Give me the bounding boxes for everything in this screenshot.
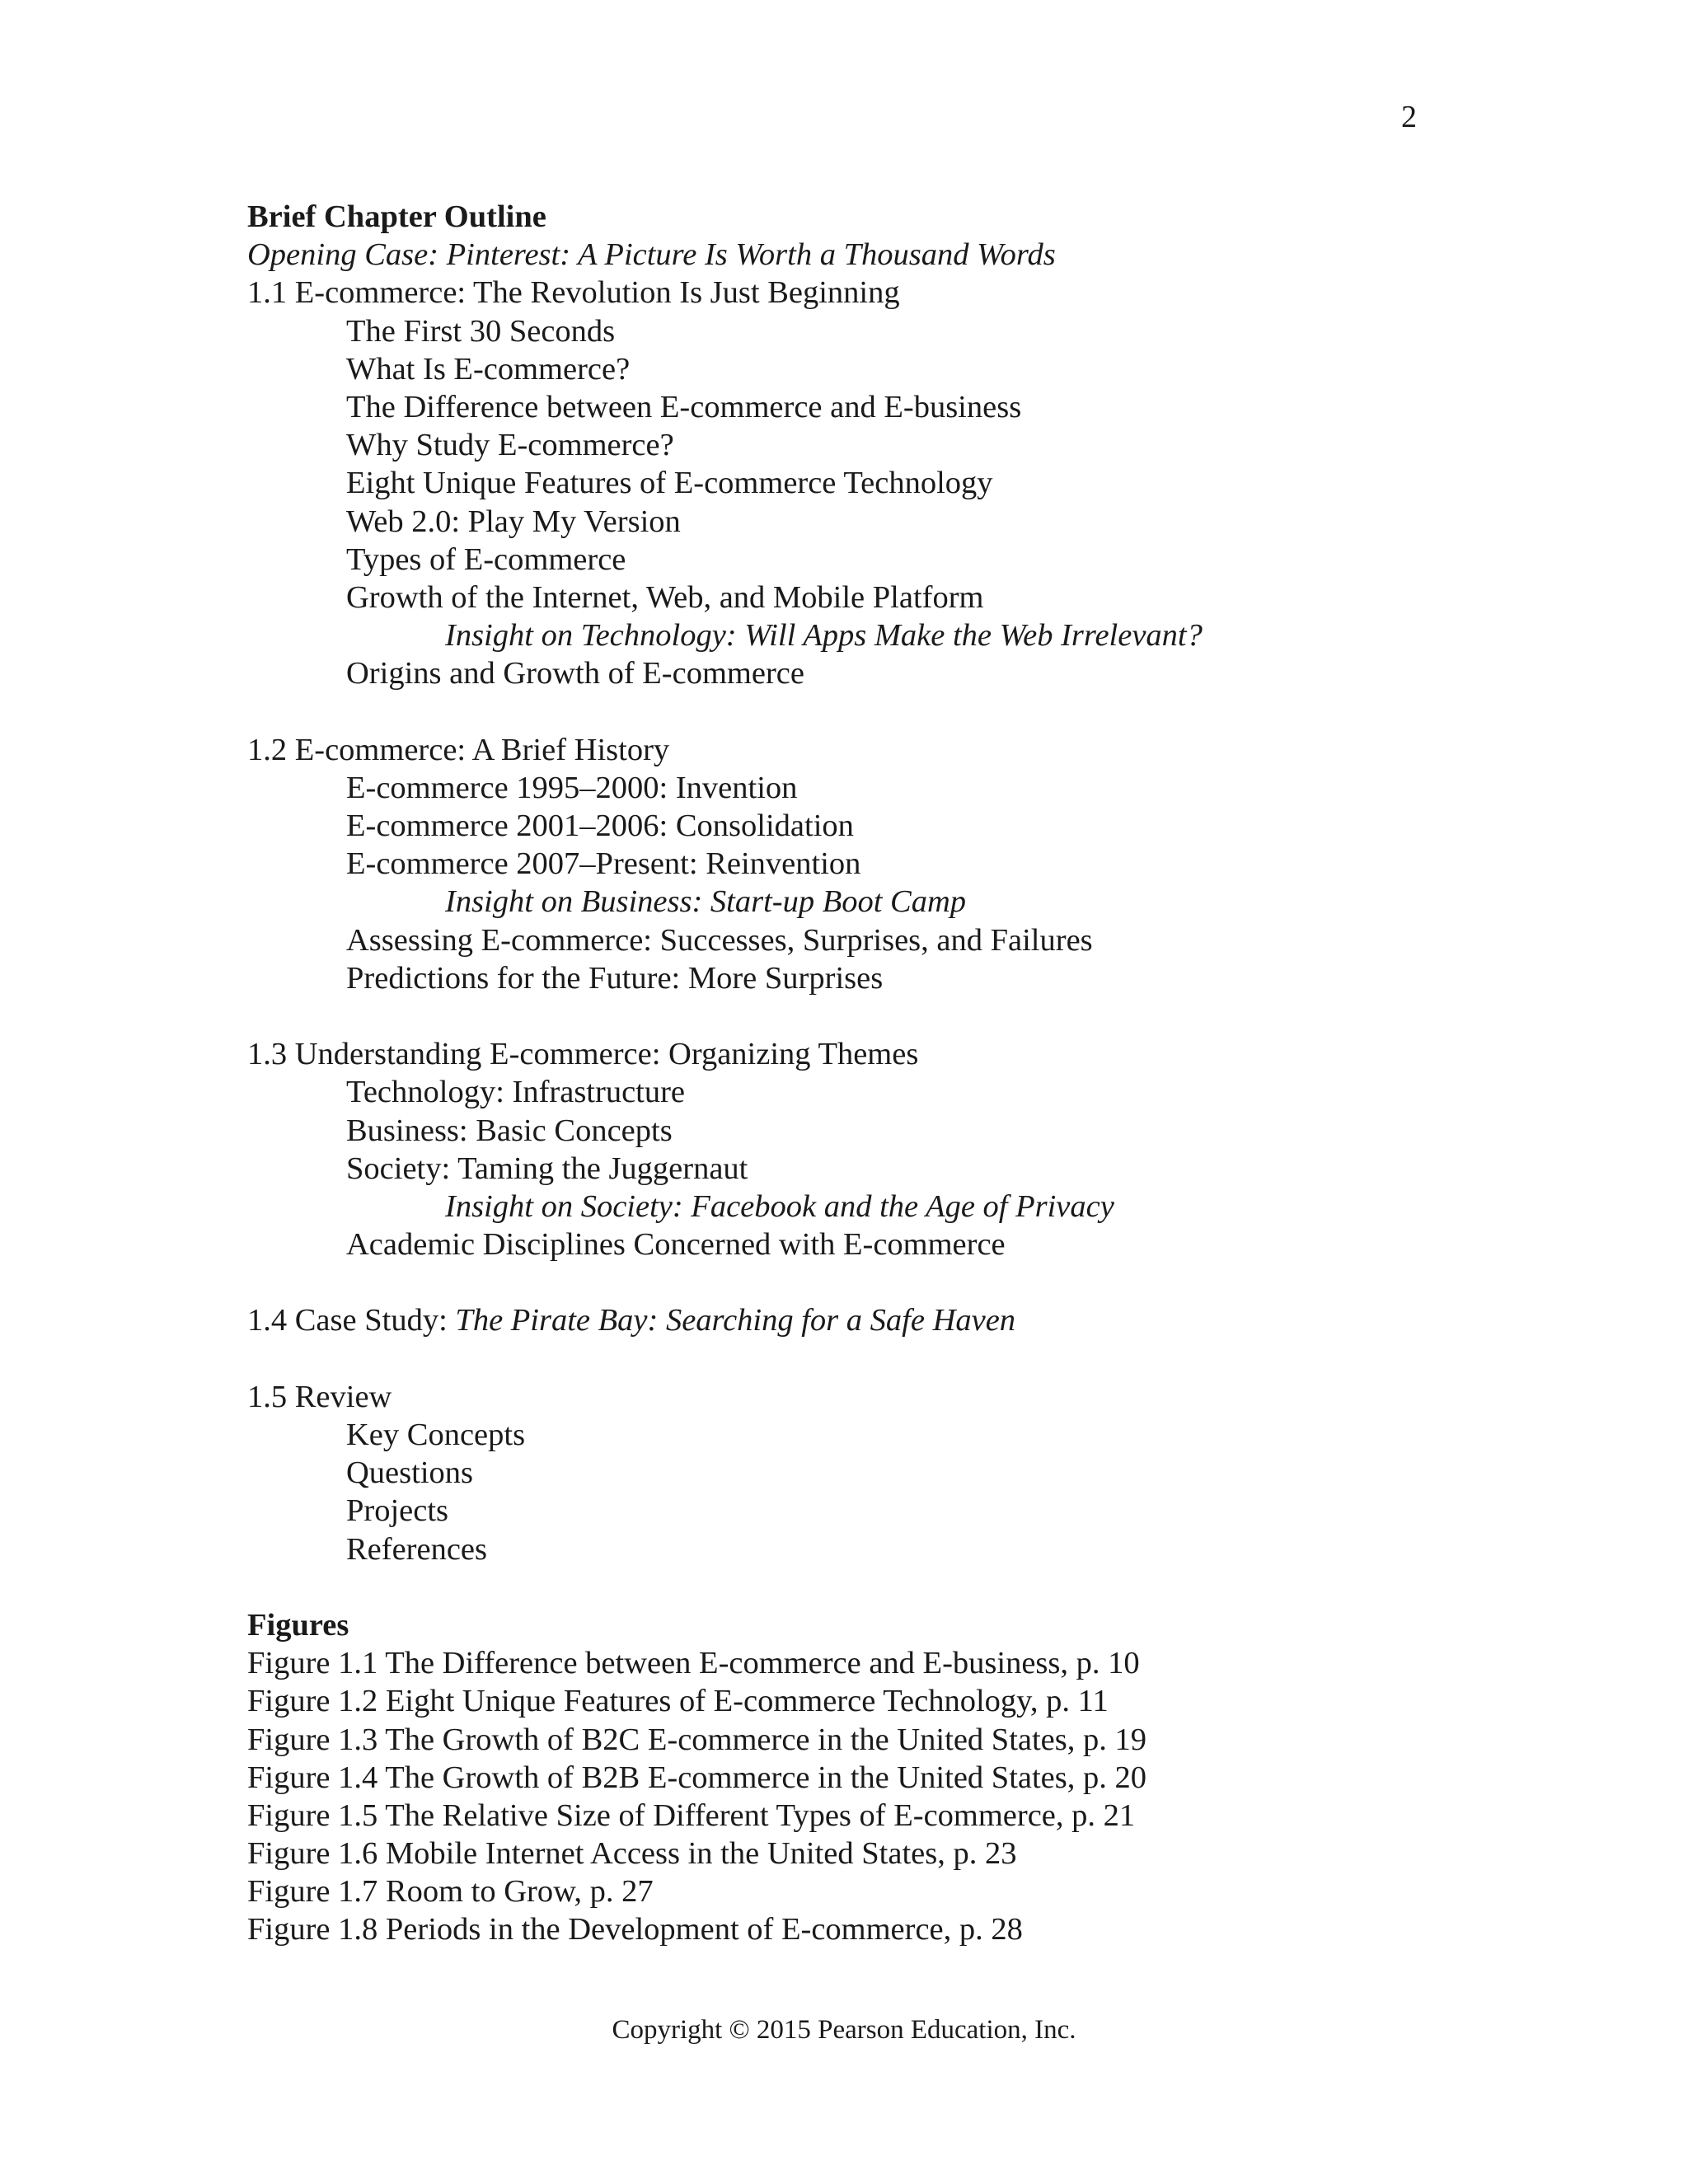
opening-case: Opening Case: Pinterest: A Picture Is Worth a Thousand Words [247, 237, 1056, 273]
outline-item: The Difference between E-commerce and E-business [346, 389, 1022, 424]
outline-item: What Is E-commerce? [346, 351, 631, 387]
spacer [247, 1263, 1484, 1301]
section-title-case-study [247, 1301, 1484, 1339]
case-study-title: The Pirate Bay: Searching for a Safe Haven [455, 1303, 1016, 1338]
figure-item: Figure 1.4 The Growth of B2B E-commerce in the United States, p. 20 [247, 1760, 1146, 1795]
section-title: 1.1 E-commerce: The Revolution Is Just Beginning [247, 275, 900, 311]
outline-item: Why Study E-commerce? [346, 428, 674, 463]
section-title: 1.3 Understanding E-commerce: Organizing Themes [247, 1037, 919, 1072]
figure-item: Figure 1.3 The Growth of B2C E-commerce in the United States, p. 19 [247, 1722, 1146, 1757]
outline-item: Technology: Infrastructure [346, 1075, 686, 1110]
outline-item: E-commerce 2001–2006: Consolidation [346, 808, 854, 843]
outline-item: Society: Taming the Juggernaut [346, 1151, 748, 1186]
outline-item: E-commerce 1995–2000: Invention [346, 770, 798, 805]
outline-item: Projects [346, 1493, 449, 1529]
spacer [247, 1568, 1484, 1606]
figure-item: Figure 1.6 Mobile Internet Access in the United States, p. 23 [247, 1836, 1017, 1872]
figure-item: Figure 1.7 Room to Grow, p. 27 [247, 1874, 654, 1910]
copyright-footer: Copyright © 2015 Pearson Education, Inc. [612, 2015, 1076, 2045]
figure-item: Figure 1.8 Periods in the Development of E-commerce, p. 28 [247, 1912, 1023, 1947]
outline-item: Growth of the Internet, Web, and Mobile Platform [346, 579, 984, 615]
spacer [247, 1340, 1484, 1378]
outline-item: References [346, 1531, 487, 1567]
chapter-outline [247, 198, 1484, 1949]
outline-item: Types of E-commerce [346, 541, 626, 577]
insight-item: Insight on Business: Start-up Boot Camp [445, 884, 967, 920]
figure-item: Figure 1.2 Eight Unique Features of E-commerce Technology, p. 11 [247, 1684, 1109, 1719]
outline-item: E-commerce 2007–Present: Reinvention [346, 846, 861, 882]
page-number: 2 [1401, 100, 1417, 134]
section-title: 1.5 Review [247, 1379, 392, 1414]
outline-item: Assessing E-commerce: Successes, Surprises, and Failures [346, 922, 1093, 958]
outline-item: Questions [346, 1455, 473, 1491]
outline-item: Predictions for the Future: More Surprises [346, 960, 884, 996]
outline-item: Origins and Growth of E-commerce [346, 656, 804, 691]
section-title: 1.2 E-commerce: A Brief History [247, 732, 670, 767]
insight-item: Insight on Technology: Will Apps Make the Web Irrelevant? [445, 618, 1203, 654]
spacer [247, 692, 1484, 730]
outline-heading: Brief Chapter Outline [247, 199, 546, 234]
figure-item: Figure 1.5 The Relative Size of Different Types of E-commerce, p. 21 [247, 1797, 1136, 1833]
spacer [247, 997, 1484, 1035]
outline-item: Academic Disciplines Concerned with E-commerce [346, 1227, 1006, 1263]
outline-item: The First 30 Seconds [346, 313, 616, 349]
figure-item: Figure 1.1 The Difference between E-commerce and E-business, p. 10 [247, 1646, 1140, 1681]
insight-item: Insight on Society: Facebook and the Age of Privacy [445, 1188, 1114, 1224]
figures-heading: Figures [247, 1607, 349, 1643]
outline-item: Key Concepts [346, 1418, 526, 1452]
outline-item: Web 2.0: Play My Version [346, 504, 681, 539]
outline-item: Eight Unique Features of E-commerce Technology [346, 466, 993, 501]
case-study-prefix: 1.4 Case Study: [247, 1303, 456, 1338]
outline-item: Business: Basic Concepts [346, 1113, 673, 1148]
